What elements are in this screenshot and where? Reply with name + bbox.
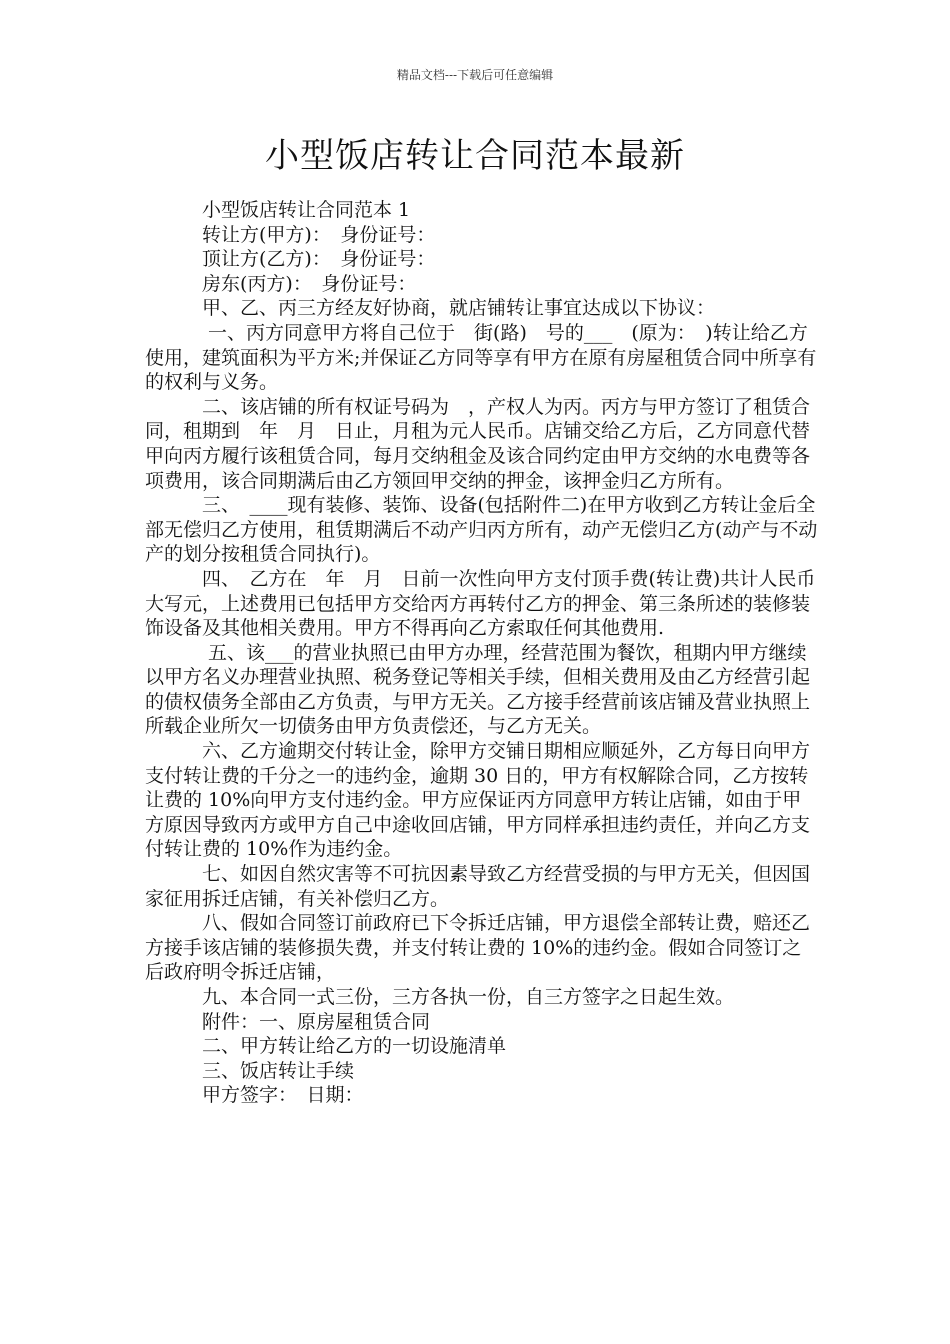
paragraph: 甲方签字： 日期： bbox=[202, 1084, 364, 1107]
document-title: 小型饭店转让合同范本最新 bbox=[265, 136, 685, 176]
paragraph: 房东(丙方)： 身份证号： bbox=[202, 272, 417, 295]
paragraph: 三、饭店转让手续 bbox=[202, 1059, 355, 1082]
paragraph: 转让方(甲方)： 身份证号： bbox=[202, 223, 436, 246]
page-header-note: 精品文档---下载后可任意编辑 bbox=[396, 68, 554, 82]
paragraph: 顶让方(乙方)： 身份证号： bbox=[202, 248, 436, 271]
paragraph: 小型饭店转让合同范本 1 bbox=[202, 199, 411, 221]
paragraph: 八、假如合同签订前政府已下令拆迁店铺，甲方退偿全部转让费，赔还乙方接手该店铺的装修损失费，并支付转让费的 10%的违约金。假如合同签订之后政府明令拆迁店铺， bbox=[145, 912, 811, 984]
paragraph: 四、 乙方在 年 月 日前一次性向甲方支付顶手费(转让费)共计人民币大写元，上述费用已包括甲方交给丙方再转付乙方的押金、第三条所述的装修装饰设备及其他相关费用。甲方不得再向乙方索取任何其他费用. bbox=[145, 567, 816, 640]
paragraph: 二、该店铺的所有权证号码为 ，产权人为丙。丙方与甲方签订了租赁合同，租期到 年 月 日止，月租为元人民币。店铺交给乙方后，乙方同意代替甲向丙方履行该租赁合同，每月交纳租金及该合同约定由甲方交纳的水电费等各项费用，该合同期满后由乙方领回甲交纳的押金，该押金归乙方所有。 bbox=[145, 395, 811, 492]
paragraph: 附件：一、原房屋租赁合同 bbox=[202, 1010, 431, 1033]
paragraph: 六、乙方逾期交付转让金，除甲方交铺日期相应顺延外，乙方每日向甲方支付转让费的千分之一的违约金，逾期 30 日的，甲方有权解除合同，乙方按转让费的 10%向甲方支付违约金。甲方应保证丙方同意甲方转让店铺，如由于甲方原因导致丙方或甲方自己中途收回店铺，甲方同样承担违约责任，并向乙方支付转让费的 10%作为违约金。 bbox=[145, 740, 811, 861]
paragraph: 甲、乙、丙三方经友好协商，就店铺转让事宜达成以下协议： bbox=[202, 297, 716, 320]
paragraph: 九、本合同一式三份，三方各执一份，自三方签字之日起生效。 bbox=[202, 986, 735, 1008]
paragraph: 七、如因自然灾害等不可抗因素导致乙方经营受损的与甲方无关，但因国家征用拆迁店铺，有关补偿归乙方。 bbox=[145, 863, 811, 910]
paragraph: 五、该___的营业执照已由甲方办理，经营范围为餐饮，租期内甲方继续以甲方名义办理营业执照、税务登记等相关手续，但相关费用及由乙方经营引起的债权债务全部由乙方负责，与甲方无关。乙方接手经营前该店铺及营业执照上所载企业所欠一切债务由甲方负责偿还，与乙方无关。 bbox=[145, 641, 811, 738]
paragraph: 二、甲方转让给乙方的一切设施清单 bbox=[202, 1035, 507, 1058]
paragraph: 三、 ____现有装修、装饰、设备(包括附件二)在甲方收到乙方转让金后全部无偿归乙方使用，租赁期满后不动产归丙方所有，动产无偿归乙方(动产与不动产的划分按租赁合同执行)。 bbox=[145, 494, 818, 566]
document-body bbox=[145, 198, 820, 1108]
paragraph: 一、丙方同意甲方将自己位于 街(路) 号的___ (原为： )转让给乙方使用，建筑面积为平方米;并保证乙方同等享有甲方在原有房屋租赁合同中所享有的权利与义务。 bbox=[145, 321, 817, 394]
